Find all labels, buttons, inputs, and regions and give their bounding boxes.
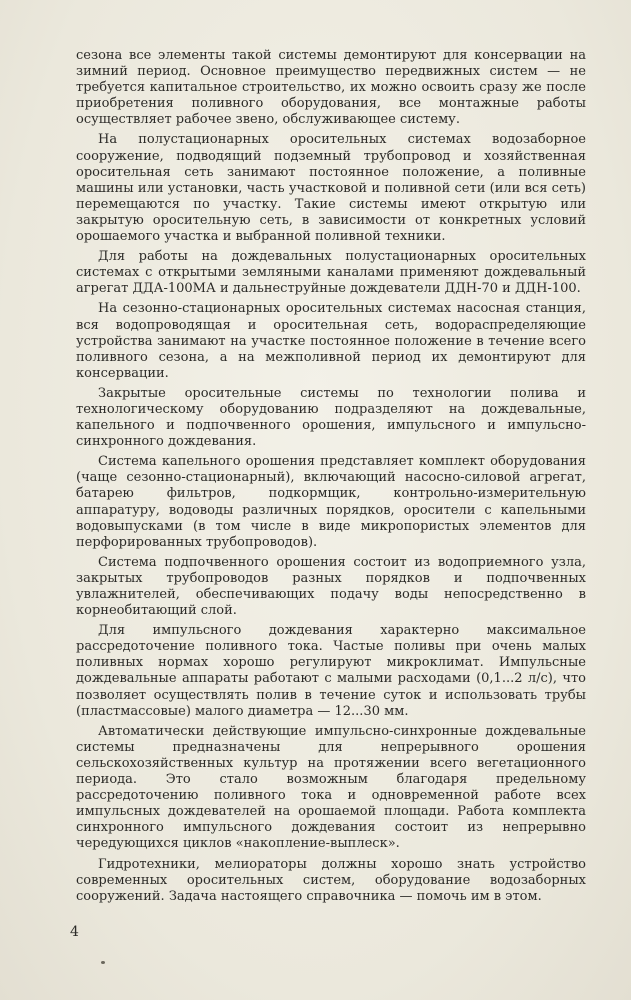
print-speck [101,961,105,964]
body-text [76,48,586,909]
paragraph-5: Закрытые оросительные системы по технологии полива и технологическому оборудованию подразделяют на дождевальные, капельного и подпочвенного орошения, импульсного и импульсно-синхронного дождевания. [76,385,586,450]
paragraph-6: Система капельного орошения представляет комплект оборудования (чаще сезонно-стационарный), включающий насосно-силовой агрегат, батарею фильтров, подкормщик, контрольно-измерительную аппаратуру, водоводы различных порядков, оросители с капельными водовыпусками (в том числе в виде микропористых элементов для перфорированных трубопроводов). [76,454,586,550]
paragraph-10: Гидротехники, мелиораторы должны хорошо знать устройство современных оросительных систем, оборудование водозаборных сооружений. Задача настоящего справочника — помочь им в этом. [76,856,586,904]
paragraph-8: Для импульсного дождевания характерно максимальное рассредоточение поливного тока. Частые поливы при очень малых поливных нормах хорошо регулируют микроклимат. Импульсные дождевальные аппараты работают с малыми расходами (0,1...2 л/с), что позволяет осуществлять полив в течение суток и использовать трубы (пластмассовые) малого диаметра — 12...30 мм. [76,623,586,719]
paragraph-2: На полустационарных оросительных системах водозаборное сооружение, подводящий подземный трубопровод и хозяйственная оросительная сеть занимают постоянное положение, а поливные машины или установки, часть участковой и поливной сети (или вся сеть) перемещаются по участку. Такие системы имеют открытую или закрытую оросительную сеть, в зависимости от конкретных условий орошаемого участка и выбранной поливной техники. [76,132,586,245]
paragraph-4: На сезонно-стационарных оросительных системах насосная станция, вся водопроводящая и оросительная сеть, водораспределяющие устройства занимают на участке постоянное положение в течение всего поливного сезона, а на межполивной период их демонтируют для консервации. [76,301,586,381]
page-number: 4 [70,924,79,940]
paragraph-9: Автоматически действующие импульсно-синхронные дождевальные системы предназначены для непрерывного орошения сельскохозяйственных культур на протяжении всего вегетационного периода. Это стало возможным благодаря предельному рассредоточению поливного тока и одновременной работе всех импульсных дождевателей на орошаемой площади. Работа комплекта синхронного импульсного дождевания состоит из непрерывно чередующихся циклов «накопление-выплеск». [76,723,586,852]
paragraph-1: сезона все элементы такой системы демонтируют для консервации на зимний период. Основное преимущество передвижных систем — не требуется капитальное строительство, их можно освоить сразу же после приобретения поливного оборудования, все монтажные работы осуществляет рабочее звено, обслуживающее систему. [76,48,586,128]
paragraph-7: Система подпочвенного орошения состоит из водоприемного узла, закрытых трубопроводов разных порядков и подпочвенных увлажнителей, обеспечивающих подачу воды непосредственно в корнеобитающий слой. [76,554,586,619]
paragraph-3: Для работы на дождевальных полустационарных оросительных системах с открытыми земляными каналами применяют дождевальный агрегат ДДА-100МА и дальнеструйные дождеватели ДДН-70 и ДДН-100. [76,249,586,297]
